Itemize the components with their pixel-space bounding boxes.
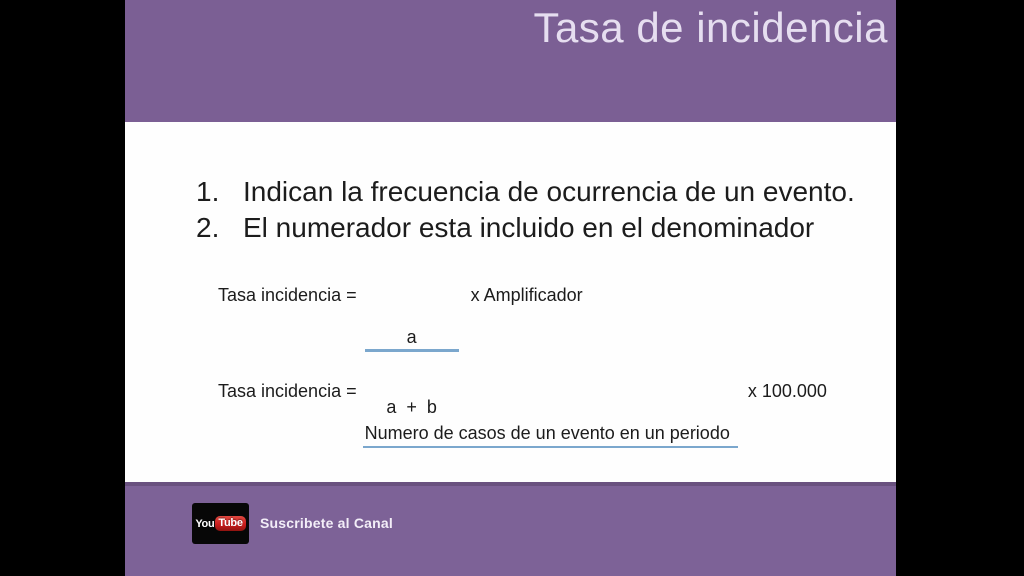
numbered-list bbox=[196, 174, 855, 246]
list-item-number: 2. bbox=[196, 212, 220, 243]
fraction-denominator: a + b bbox=[386, 397, 437, 417]
slide-header bbox=[125, 0, 896, 122]
fraction-numerator: a bbox=[365, 327, 459, 352]
youtube-logo[interactable] bbox=[192, 503, 249, 544]
list-item bbox=[196, 210, 855, 246]
right-letterbox-bar bbox=[896, 0, 1024, 576]
fraction-numerator: Numero de casos de un evento en un periodo bbox=[363, 423, 738, 448]
list-item-text: El numerador esta incluido en el denominador bbox=[243, 212, 815, 243]
slide-footer bbox=[125, 482, 896, 576]
formula-multiplier: x Amplificador bbox=[470, 285, 583, 305]
list-item bbox=[196, 174, 855, 210]
slide-body bbox=[125, 122, 896, 482]
subscribe-text: Suscribete al Canal bbox=[260, 515, 393, 531]
slide bbox=[125, 0, 896, 576]
formula-multiplier: x 100.000 bbox=[747, 381, 827, 401]
list-item-number: 1. bbox=[196, 176, 220, 207]
list-item-text: Indican la frecuencia de ocurrencia de un evento. bbox=[243, 176, 855, 207]
youtube-logo-tube-badge: Tube bbox=[215, 516, 245, 531]
formula-label: Tasa incidencia = bbox=[218, 381, 357, 401]
formula-label: Tasa incidencia = bbox=[218, 285, 357, 305]
youtube-logo-you-text: You bbox=[195, 517, 215, 530]
slide-title: Tasa de incidencia bbox=[533, 4, 888, 51]
left-letterbox-bar bbox=[0, 0, 125, 576]
